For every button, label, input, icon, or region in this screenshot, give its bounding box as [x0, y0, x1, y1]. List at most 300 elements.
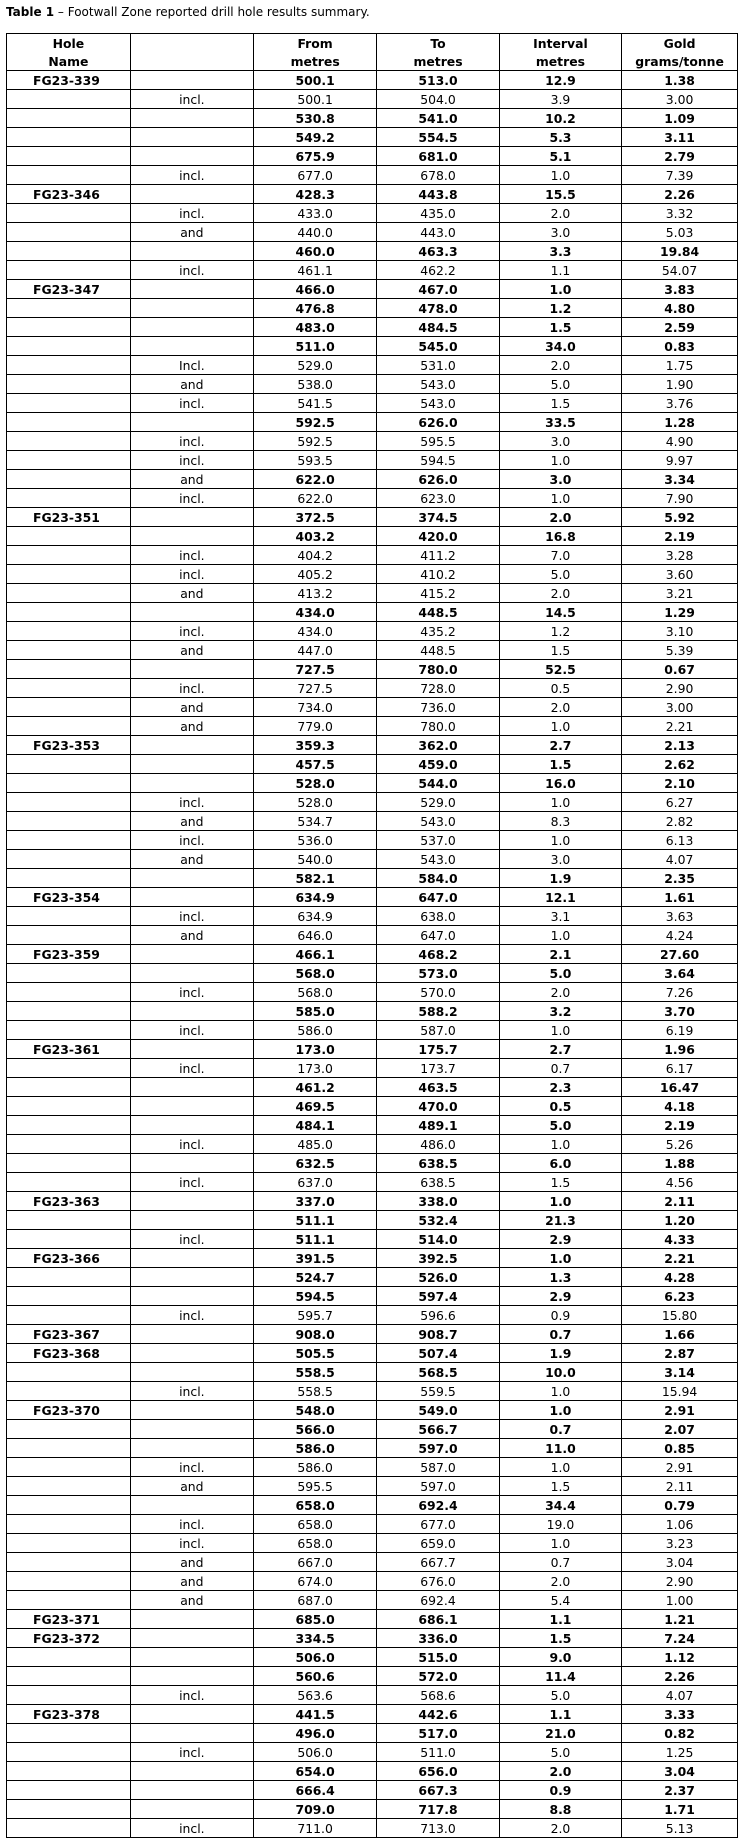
hole-name-cell	[7, 242, 131, 261]
to-cell: 462.2	[377, 261, 499, 280]
qualifier-cell	[130, 1648, 253, 1667]
gold-cell: 7.90	[622, 489, 738, 508]
table-row	[7, 1040, 738, 1059]
to-cell: 728.0	[377, 679, 499, 698]
qualifier-cell	[130, 71, 253, 90]
gold-cell: 16.47	[622, 1078, 738, 1097]
from-cell: 908.0	[253, 1325, 376, 1344]
hole-name-cell	[7, 774, 131, 793]
hole-name-cell	[7, 1268, 131, 1287]
interval-cell: 6.0	[499, 1154, 621, 1173]
from-cell: 372.5	[253, 508, 376, 527]
interval-cell: 2.7	[499, 736, 621, 755]
from-cell: 466.1	[253, 945, 376, 964]
qualifier-cell: incl.	[130, 1021, 253, 1040]
from-cell: 711.0	[253, 1819, 376, 1838]
gold-cell: 1.66	[622, 1325, 738, 1344]
qualifier-cell	[130, 1211, 253, 1230]
from-cell: 440.0	[253, 223, 376, 242]
from-cell: 511.1	[253, 1230, 376, 1249]
qualifier-cell	[130, 527, 253, 546]
table-row	[7, 147, 738, 166]
interval-cell: 1.2	[499, 622, 621, 641]
interval-cell: 1.1	[499, 261, 621, 280]
gold-cell: 3.04	[622, 1762, 738, 1781]
to-cell: 692.4	[377, 1591, 499, 1610]
table-row	[7, 223, 738, 242]
to-cell: 468.2	[377, 945, 499, 964]
drill-results-table	[6, 33, 738, 1838]
interval-cell: 19.0	[499, 1515, 621, 1534]
interval-cell: 2.0	[499, 584, 621, 603]
gold-cell: 2.26	[622, 1667, 738, 1686]
table-row	[7, 1420, 738, 1439]
to-cell: 175.7	[377, 1040, 499, 1059]
hole-name-cell: FG23-347	[7, 280, 131, 299]
hole-name-cell	[7, 1534, 131, 1553]
table-row	[7, 660, 738, 679]
qualifier-cell: and	[130, 584, 253, 603]
hole-name-cell	[7, 1230, 131, 1249]
header-gold: Gold	[622, 34, 738, 53]
from-cell: 727.5	[253, 660, 376, 679]
hole-name-cell	[7, 1173, 131, 1192]
hole-name-cell	[7, 1648, 131, 1667]
hole-name-cell	[7, 90, 131, 109]
from-cell: 646.0	[253, 926, 376, 945]
from-cell: 566.0	[253, 1420, 376, 1439]
gold-cell: 2.62	[622, 755, 738, 774]
to-cell: 515.0	[377, 1648, 499, 1667]
to-cell: 336.0	[377, 1629, 499, 1648]
qualifier-cell: incl.	[130, 1230, 253, 1249]
gold-cell: 0.67	[622, 660, 738, 679]
qualifier-cell: and	[130, 1477, 253, 1496]
table-row	[7, 1173, 738, 1192]
hole-name-cell	[7, 147, 131, 166]
table-row	[7, 1819, 738, 1838]
from-cell: 541.5	[253, 394, 376, 413]
qualifier-cell	[130, 1439, 253, 1458]
table-row	[7, 622, 738, 641]
table-row	[7, 109, 738, 128]
interval-cell: 7.0	[499, 546, 621, 565]
interval-cell: 3.0	[499, 850, 621, 869]
hole-name-cell	[7, 1762, 131, 1781]
gold-cell: 4.80	[622, 299, 738, 318]
hole-name-cell	[7, 1724, 131, 1743]
from-cell: 466.0	[253, 280, 376, 299]
gold-cell: 2.90	[622, 1572, 738, 1591]
qualifier-cell	[130, 945, 253, 964]
from-cell: 511.0	[253, 337, 376, 356]
interval-cell: 1.1	[499, 1705, 621, 1724]
to-cell: 659.0	[377, 1534, 499, 1553]
interval-cell: 5.0	[499, 375, 621, 394]
interval-cell: 9.0	[499, 1648, 621, 1667]
to-cell: 549.0	[377, 1401, 499, 1420]
interval-cell: 2.0	[499, 508, 621, 527]
hole-name-cell	[7, 109, 131, 128]
gold-cell: 3.64	[622, 964, 738, 983]
table-row	[7, 1705, 738, 1724]
gold-cell: 1.21	[622, 1610, 738, 1629]
hole-name-cell	[7, 1097, 131, 1116]
gold-cell: 3.76	[622, 394, 738, 413]
from-cell: 528.0	[253, 793, 376, 812]
table-row	[7, 489, 738, 508]
table-row	[7, 1325, 738, 1344]
to-cell: 588.2	[377, 1002, 499, 1021]
from-cell: 334.5	[253, 1629, 376, 1648]
hole-name-cell	[7, 299, 131, 318]
interval-cell: 3.1	[499, 907, 621, 926]
hole-name-cell	[7, 451, 131, 470]
from-cell: 658.0	[253, 1515, 376, 1534]
gold-cell: 1.25	[622, 1743, 738, 1762]
table-row	[7, 1591, 738, 1610]
table-row	[7, 166, 738, 185]
header-qualifier	[130, 34, 253, 53]
to-cell: 572.0	[377, 1667, 499, 1686]
from-cell: 549.2	[253, 128, 376, 147]
to-cell: 543.0	[377, 375, 499, 394]
from-cell: 548.0	[253, 1401, 376, 1420]
to-cell: 517.0	[377, 1724, 499, 1743]
hole-name-cell	[7, 1382, 131, 1401]
table-row	[7, 983, 738, 1002]
to-cell: 570.0	[377, 983, 499, 1002]
hole-name-cell: FG23-378	[7, 1705, 131, 1724]
from-cell: 173.0	[253, 1040, 376, 1059]
from-cell: 530.8	[253, 109, 376, 128]
interval-cell: 10.0	[499, 1363, 621, 1382]
from-cell: 500.1	[253, 71, 376, 90]
from-cell: 595.7	[253, 1306, 376, 1325]
interval-cell: 11.4	[499, 1667, 621, 1686]
interval-cell: 33.5	[499, 413, 621, 432]
interval-cell: 1.5	[499, 1629, 621, 1648]
hole-name-cell	[7, 1572, 131, 1591]
hole-name-cell: FG23-351	[7, 508, 131, 527]
interval-cell: 2.0	[499, 698, 621, 717]
hole-name-cell	[7, 1154, 131, 1173]
from-cell: 734.0	[253, 698, 376, 717]
gold-cell: 2.87	[622, 1344, 738, 1363]
qualifier-cell	[130, 1420, 253, 1439]
hole-name-cell	[7, 1135, 131, 1154]
from-cell: 654.0	[253, 1762, 376, 1781]
to-cell: 692.4	[377, 1496, 499, 1515]
from-cell: 538.0	[253, 375, 376, 394]
qualifier-cell: incl.	[130, 1686, 253, 1705]
qualifier-cell	[130, 242, 253, 261]
qualifier-cell: and	[130, 698, 253, 717]
gold-cell: 4.07	[622, 1686, 738, 1705]
from-cell: 469.5	[253, 1097, 376, 1116]
qualifier-cell	[130, 1705, 253, 1724]
to-cell: 511.0	[377, 1743, 499, 1762]
from-cell: 637.0	[253, 1173, 376, 1192]
table-row	[7, 850, 738, 869]
from-cell: 434.0	[253, 622, 376, 641]
gold-cell: 1.96	[622, 1040, 738, 1059]
interval-cell: 3.9	[499, 90, 621, 109]
from-cell: 585.0	[253, 1002, 376, 1021]
qualifier-cell: incl.	[130, 489, 253, 508]
interval-cell: 1.9	[499, 869, 621, 888]
to-cell: 678.0	[377, 166, 499, 185]
qualifier-cell	[130, 1344, 253, 1363]
hole-name-cell	[7, 1287, 131, 1306]
gold-cell: 4.24	[622, 926, 738, 945]
to-cell: 173.7	[377, 1059, 499, 1078]
table-row	[7, 1800, 738, 1819]
gold-cell: 2.91	[622, 1401, 738, 1420]
interval-cell: 34.0	[499, 337, 621, 356]
qualifier-cell: and	[130, 223, 253, 242]
to-cell: 338.0	[377, 1192, 499, 1211]
qualifier-cell: Incl.	[130, 356, 253, 375]
table-row	[7, 1287, 738, 1306]
interval-cell: 3.2	[499, 1002, 621, 1021]
gold-cell: 19.84	[622, 242, 738, 261]
from-cell: 687.0	[253, 1591, 376, 1610]
from-cell: 434.0	[253, 603, 376, 622]
interval-cell: 1.5	[499, 394, 621, 413]
hole-name-cell	[7, 679, 131, 698]
to-cell: 543.0	[377, 394, 499, 413]
from-cell: 586.0	[253, 1021, 376, 1040]
to-cell: 537.0	[377, 831, 499, 850]
to-cell: 656.0	[377, 1762, 499, 1781]
hole-name-cell	[7, 1819, 131, 1838]
interval-cell: 2.0	[499, 1762, 621, 1781]
gold-cell: 6.17	[622, 1059, 738, 1078]
qualifier-cell: incl.	[130, 679, 253, 698]
from-cell: 779.0	[253, 717, 376, 736]
to-cell: 448.5	[377, 641, 499, 660]
to-cell: 554.5	[377, 128, 499, 147]
qualifier-cell	[130, 1667, 253, 1686]
qualifier-cell	[130, 1724, 253, 1743]
table-row	[7, 1477, 738, 1496]
hole-name-cell	[7, 318, 131, 337]
from-cell: 560.6	[253, 1667, 376, 1686]
interval-cell: 5.0	[499, 1686, 621, 1705]
from-cell: 460.0	[253, 242, 376, 261]
gold-cell: 3.00	[622, 90, 738, 109]
table-row	[7, 584, 738, 603]
interval-cell: 5.0	[499, 964, 621, 983]
from-cell: 404.2	[253, 546, 376, 565]
to-cell: 484.5	[377, 318, 499, 337]
qualifier-cell: incl.	[130, 451, 253, 470]
from-cell: 586.0	[253, 1439, 376, 1458]
table-row	[7, 394, 738, 413]
interval-cell: 1.0	[499, 831, 621, 850]
qualifier-cell	[130, 1781, 253, 1800]
qualifier-cell: incl.	[130, 1382, 253, 1401]
hole-name-cell	[7, 546, 131, 565]
to-cell: 623.0	[377, 489, 499, 508]
table-row	[7, 1553, 738, 1572]
hole-name-cell	[7, 432, 131, 451]
qualifier-cell: incl.	[130, 166, 253, 185]
to-cell: 543.0	[377, 812, 499, 831]
hole-name-cell	[7, 204, 131, 223]
to-cell: 513.0	[377, 71, 499, 90]
gold-cell: 7.39	[622, 166, 738, 185]
hole-name-cell	[7, 1686, 131, 1705]
table-row	[7, 1192, 738, 1211]
interval-cell: 1.0	[499, 280, 621, 299]
interval-cell: 34.4	[499, 1496, 621, 1515]
qualifier-cell: and	[130, 1591, 253, 1610]
qualifier-cell	[130, 1002, 253, 1021]
from-cell: 485.0	[253, 1135, 376, 1154]
table-row	[7, 1648, 738, 1667]
table-row	[7, 261, 738, 280]
gold-cell: 5.03	[622, 223, 738, 242]
interval-cell: 2.0	[499, 204, 621, 223]
qualifier-cell: incl.	[130, 1743, 253, 1762]
qualifier-cell	[130, 280, 253, 299]
hole-name-cell	[7, 1477, 131, 1496]
header-hole-unit: Name	[7, 52, 131, 71]
interval-cell: 3.0	[499, 432, 621, 451]
qualifier-cell: incl.	[130, 90, 253, 109]
qualifier-cell	[130, 660, 253, 679]
qualifier-cell: incl.	[130, 432, 253, 451]
from-cell: 506.0	[253, 1648, 376, 1667]
table-caption-text: – Footwall Zone reported drill hole results summary.	[54, 5, 370, 19]
gold-cell: 1.61	[622, 888, 738, 907]
from-cell: 461.1	[253, 261, 376, 280]
interval-cell: 0.7	[499, 1553, 621, 1572]
interval-cell: 2.0	[499, 983, 621, 1002]
to-cell: 568.6	[377, 1686, 499, 1705]
table-row	[7, 242, 738, 261]
qualifier-cell	[130, 1363, 253, 1382]
table-row	[7, 280, 738, 299]
table-row	[7, 888, 738, 907]
from-cell: 675.9	[253, 147, 376, 166]
table-row	[7, 1363, 738, 1382]
interval-cell: 1.5	[499, 318, 621, 337]
to-cell: 544.0	[377, 774, 499, 793]
from-cell: 709.0	[253, 1800, 376, 1819]
from-cell: 413.2	[253, 584, 376, 603]
interval-cell: 0.5	[499, 679, 621, 698]
interval-cell: 1.0	[499, 1401, 621, 1420]
table-row	[7, 1534, 738, 1553]
table-row	[7, 1458, 738, 1477]
table-row	[7, 546, 738, 565]
gold-cell: 3.23	[622, 1534, 738, 1553]
hole-name-cell	[7, 413, 131, 432]
interval-cell: 1.0	[499, 1021, 621, 1040]
qualifier-cell: incl.	[130, 1059, 253, 1078]
from-cell: 592.5	[253, 413, 376, 432]
hole-name-cell	[7, 1743, 131, 1762]
hole-name-cell	[7, 356, 131, 375]
gold-cell: 4.28	[622, 1268, 738, 1287]
interval-cell: 3.0	[499, 223, 621, 242]
from-cell: 506.0	[253, 1743, 376, 1762]
interval-cell: 12.1	[499, 888, 621, 907]
gold-cell: 4.90	[622, 432, 738, 451]
interval-cell: 1.0	[499, 166, 621, 185]
to-cell: 568.5	[377, 1363, 499, 1382]
to-cell: 587.0	[377, 1021, 499, 1040]
gold-cell: 0.82	[622, 1724, 738, 1743]
header-to-unit: metres	[377, 52, 499, 71]
from-cell: 536.0	[253, 831, 376, 850]
from-cell: 391.5	[253, 1249, 376, 1268]
interval-cell: 2.7	[499, 1040, 621, 1059]
gold-cell: 5.26	[622, 1135, 738, 1154]
table-row	[7, 1743, 738, 1762]
header-qualifier-unit	[130, 52, 253, 71]
hole-name-cell	[7, 1078, 131, 1097]
qualifier-cell: and	[130, 850, 253, 869]
qualifier-cell	[130, 774, 253, 793]
to-cell: 415.2	[377, 584, 499, 603]
hole-name-cell: FG23-366	[7, 1249, 131, 1268]
hole-name-cell	[7, 850, 131, 869]
gold-cell: 3.21	[622, 584, 738, 603]
to-cell: 717.8	[377, 1800, 499, 1819]
to-cell: 597.4	[377, 1287, 499, 1306]
hole-name-cell: FG23-368	[7, 1344, 131, 1363]
to-cell: 374.5	[377, 508, 499, 527]
interval-cell: 5.0	[499, 565, 621, 584]
from-cell: 540.0	[253, 850, 376, 869]
to-cell: 573.0	[377, 964, 499, 983]
interval-cell: 1.0	[499, 926, 621, 945]
qualifier-cell: incl.	[130, 546, 253, 565]
gold-cell: 0.85	[622, 1439, 738, 1458]
hole-name-cell	[7, 1420, 131, 1439]
hole-name-cell	[7, 166, 131, 185]
hole-name-cell	[7, 964, 131, 983]
interval-cell: 5.0	[499, 1116, 621, 1135]
qualifier-cell: incl.	[130, 983, 253, 1002]
from-cell: 593.5	[253, 451, 376, 470]
interval-cell: 8.3	[499, 812, 621, 831]
gold-cell: 2.79	[622, 147, 738, 166]
to-cell: 647.0	[377, 926, 499, 945]
gold-cell: 3.34	[622, 470, 738, 489]
gold-cell: 2.91	[622, 1458, 738, 1477]
hole-name-cell	[7, 1059, 131, 1078]
hole-name-cell	[7, 1667, 131, 1686]
hole-name-cell	[7, 717, 131, 736]
to-cell: 686.1	[377, 1610, 499, 1629]
qualifier-cell	[130, 299, 253, 318]
gold-cell: 5.39	[622, 641, 738, 660]
qualifier-cell	[130, 1097, 253, 1116]
table-row	[7, 432, 738, 451]
interval-cell: 2.1	[499, 945, 621, 964]
to-cell: 676.0	[377, 1572, 499, 1591]
gold-cell: 6.13	[622, 831, 738, 850]
table-row	[7, 1021, 738, 1040]
table-row	[7, 1230, 738, 1249]
hole-name-cell	[7, 1553, 131, 1572]
to-cell: 597.0	[377, 1477, 499, 1496]
